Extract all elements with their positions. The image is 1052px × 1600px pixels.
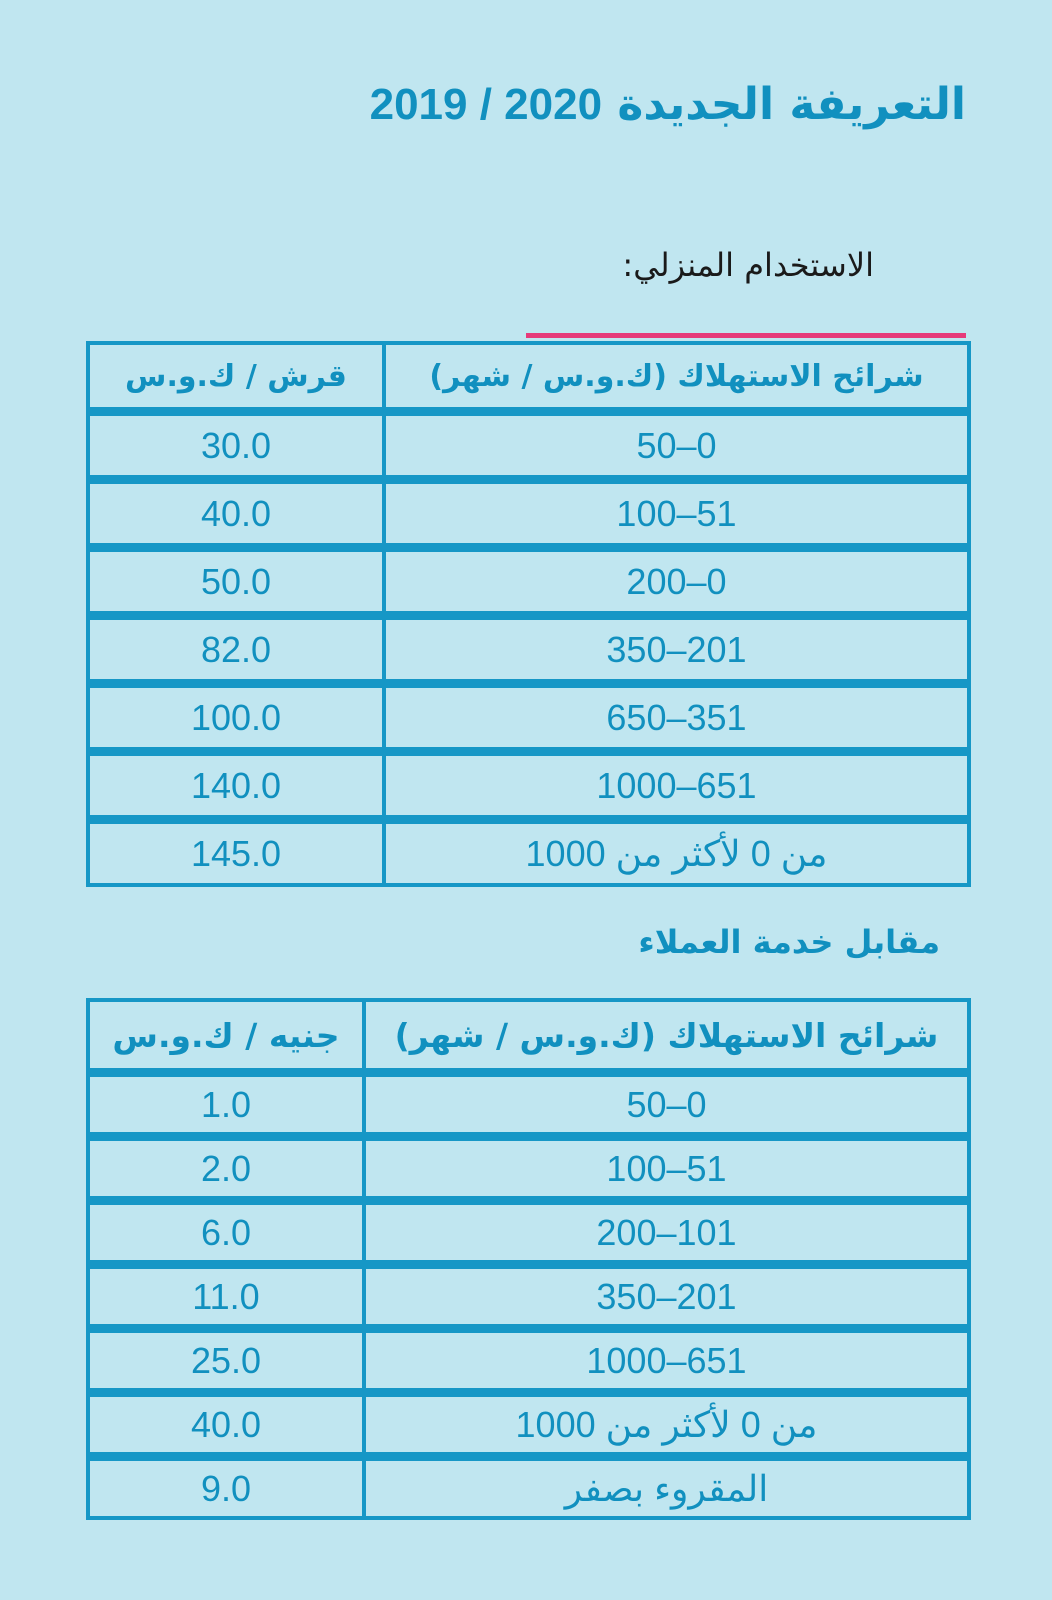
table-header-row: [88, 1000, 969, 1073]
header-range: شرائح الاستهلاك (ك.و.س / شهر): [384, 343, 969, 412]
range-cell: 0–50: [364, 1073, 969, 1137]
table-row: [88, 1073, 969, 1137]
table-row: [88, 616, 969, 684]
range-cell: 51–100: [364, 1137, 969, 1201]
header-range: شرائح الاستهلاك (ك.و.س / شهر): [364, 1000, 969, 1073]
header-price: قرش / ك.و.س: [88, 343, 384, 412]
price-cell: 2.0: [88, 1137, 364, 1201]
residential-tariff-table: [86, 341, 971, 887]
table-row: [88, 412, 969, 480]
price-cell: 25.0: [88, 1329, 364, 1393]
table-row: [88, 1201, 969, 1265]
table-row: [88, 1265, 969, 1329]
table-row: [88, 480, 969, 548]
price-cell: 145.0: [88, 820, 384, 886]
range-cell: من 0 لأكثر من 1000: [364, 1393, 969, 1457]
price-cell: 82.0: [88, 616, 384, 684]
service-tariff-table: [86, 998, 971, 1520]
range-cell: 201–350: [364, 1265, 969, 1329]
title-text: التعريفة الجديدة: [617, 79, 966, 130]
table-row: [88, 1329, 969, 1393]
price-cell: 100.0: [88, 684, 384, 752]
range-cell: من 0 لأكثر من 1000: [384, 820, 969, 886]
table-row: [88, 820, 969, 886]
range-cell: المقروء بصفر: [364, 1457, 969, 1519]
price-cell: 6.0: [88, 1201, 364, 1265]
range-cell: 351–650: [384, 684, 969, 752]
table-row: [88, 752, 969, 820]
range-cell: 201–350: [384, 616, 969, 684]
table-row: [88, 1137, 969, 1201]
price-cell: 40.0: [88, 1393, 364, 1457]
range-cell: 651–1000: [364, 1329, 969, 1393]
residential-heading: الاستخدام المنزلي:: [622, 246, 874, 284]
range-cell: 101–200: [364, 1201, 969, 1265]
table-row: [88, 684, 969, 752]
title-year: 2019 / 2020: [369, 80, 603, 129]
range-cell: 51–100: [384, 480, 969, 548]
price-cell: 11.0: [88, 1265, 364, 1329]
price-cell: 50.0: [88, 548, 384, 616]
range-cell: 0–200: [384, 548, 969, 616]
range-cell: 0–50: [384, 412, 969, 480]
table-row: [88, 1393, 969, 1457]
price-cell: 9.0: [88, 1457, 364, 1519]
price-cell: 30.0: [88, 412, 384, 480]
page-title: [100, 70, 966, 140]
price-cell: 140.0: [88, 752, 384, 820]
range-cell: 651–1000: [384, 752, 969, 820]
header-price: جنيه / ك.و.س: [88, 1000, 364, 1073]
accent-divider: [526, 333, 966, 338]
service-heading: مقابل خدمة العملاء: [638, 923, 940, 961]
table-row: [88, 548, 969, 616]
table-header-row: [88, 343, 969, 412]
price-cell: 40.0: [88, 480, 384, 548]
price-cell: 1.0: [88, 1073, 364, 1137]
table-row: [88, 1457, 969, 1519]
